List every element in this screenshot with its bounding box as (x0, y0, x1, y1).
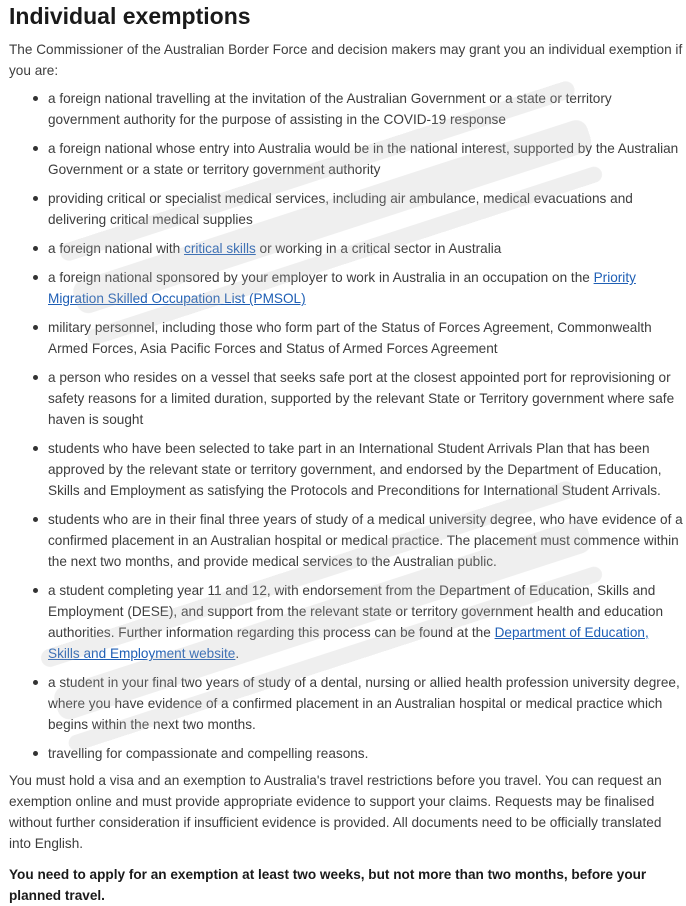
list-item (9, 509, 683, 572)
list-item-text: a person who resides on a vessel that seeks safe port at the closest appointed port for reprovisioning or safety reasons for a limited duration, supported by the relevant State or Territory government where safe haven is sought (48, 370, 675, 427)
page-content (9, 0, 683, 906)
list-item-text: students who have been selected to take part in an International Student Arrivals Plan that has been approved by the relevant state or territory government, and endorsed by the Department of Education, Skills and Employment as satisfying the Protocols and Preconditions for International Student Arrivals. (48, 441, 662, 498)
list-item-text: travelling for compassionate and compelling reasons. (48, 746, 369, 761)
list-item-text: a foreign national sponsored by your employer to work in Australia in an occupation on the (48, 270, 594, 285)
dese-website-link[interactable]: Department of Education, Skills and Employment website (48, 625, 649, 661)
list-item-text: a foreign national travelling at the invitation of the Australian Government or a state or territory government authority for the purpose of assisting in the COVID-19 response (48, 91, 612, 127)
list-item-text: students who are in their final three years of study of a medical university degree, who have evidence of a confirmed placement in an Australian hospital or medical practice. The placement must commence within the next two months, and provide medical services to the Australian public. (48, 512, 683, 569)
list-item (9, 672, 683, 735)
apply-notice: You need to apply for an exemption at least two weeks, but not more than two months, before your planned travel. (9, 867, 647, 903)
list-item (9, 267, 683, 309)
list-item-text: a student completing year 11 and 12, with endorsement from the Department of Education, Skills and Employment (DESE), and support from the relevant state or territory government health and education authorities. Further information regarding this process can be found at the (48, 583, 664, 640)
list-item (9, 238, 683, 259)
list-item (9, 138, 683, 180)
list-item (9, 367, 683, 430)
list-item (9, 317, 683, 359)
list-item (9, 438, 683, 501)
closing-paragraph: You must hold a visa and an exemption to Australia's travel restrictions before you travel. You can request an exemption online and must provide appropriate evidence to support your claims. Requests may be finalised without further consideration if insufficient evidence is provided. All documents need to be officially translated into English. (9, 773, 662, 851)
list-item-text: a student in your final two years of study of a dental, nursing or allied health profession university degree, where you have evidence of a confirmed placement in an Australian hospital or medical practice which begins within the next two months. (48, 675, 680, 732)
list-item (9, 743, 683, 764)
page-title: Individual exemptions (9, 3, 251, 29)
pmsol-link[interactable]: Priority Migration Skilled Occupation List (PMSOL) (48, 270, 636, 306)
critical-skills-link[interactable]: critical skills (184, 241, 256, 256)
list-item-text: a foreign national with (48, 241, 185, 256)
list-item (9, 580, 683, 664)
exemption-list (9, 88, 683, 764)
list-item-text: a foreign national whose entry into Australia would be in the national interest, supported by the Australian Government or a state or territory government authority (48, 141, 679, 177)
list-item (9, 88, 683, 130)
intro-paragraph: The Commissioner of the Australian Border Force and decision makers may grant you an individual exemption if you are: (9, 42, 683, 78)
list-item-text: or working in a critical sector in Australia (255, 241, 502, 256)
list-item (9, 188, 683, 230)
list-item-text: providing critical or specialist medical services, including air ambulance, medical evacuations and delivering critical medical supplies (48, 191, 633, 227)
list-item-text: . (235, 646, 240, 661)
list-item-text: military personnel, including those who form part of the Status of Forces Agreement, Commonwealth Armed Forces, Asia Pacific Forces and Status of Armed Forces Agreement (48, 320, 652, 356)
